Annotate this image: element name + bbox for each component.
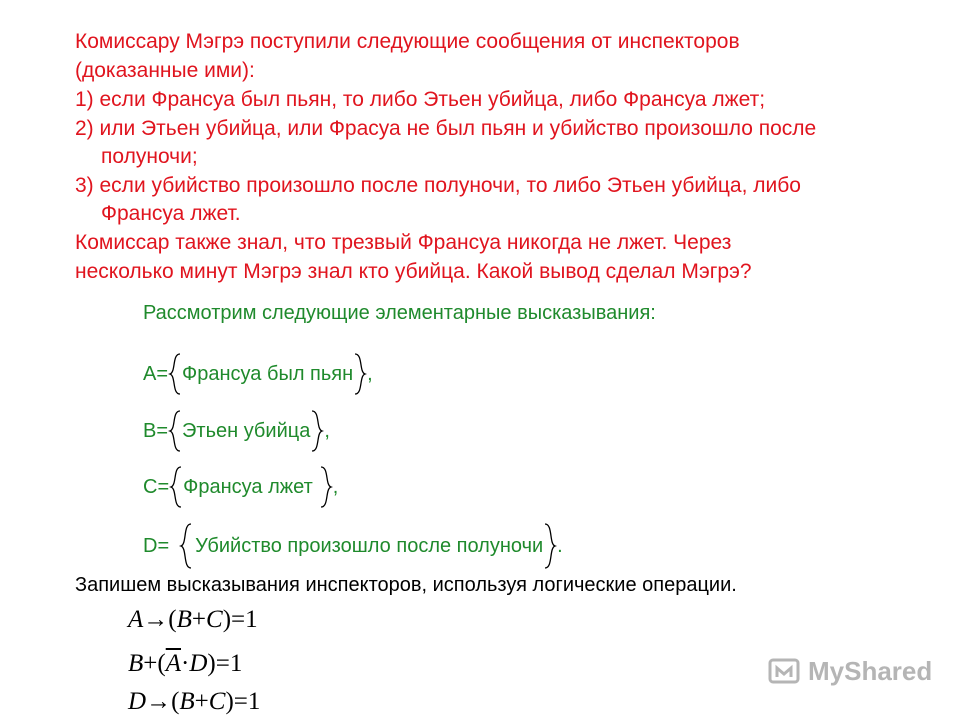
paren: ( xyxy=(157,650,166,677)
left-brace-icon xyxy=(168,409,182,453)
or-symbol: + xyxy=(143,650,158,677)
value-one: 1 xyxy=(229,650,243,677)
definition-end: . xyxy=(557,535,563,557)
and-symbol: · xyxy=(181,650,190,677)
var-a-negated: $\overline{A}$ xyxy=(165,650,181,677)
formula-3 xyxy=(128,688,260,716)
problem-line-2: (доказанные ими): xyxy=(75,59,255,82)
definition-c xyxy=(143,465,338,509)
var-a: A xyxy=(128,606,144,633)
definition-a xyxy=(143,352,373,396)
definition-end: , xyxy=(332,476,339,498)
paren: ) xyxy=(222,606,232,633)
value-one: 1 xyxy=(247,688,261,715)
problem-line-4: 2) или Этьен убийца, или Фрасуа не был пьян и убийство произошло после xyxy=(75,117,817,140)
paren: ( xyxy=(171,688,180,715)
problem-line-7: Франсуа лжет. xyxy=(101,202,241,225)
definition-text: Франсуа был пьян xyxy=(182,363,354,385)
formula-2 xyxy=(128,650,242,678)
conclusion-text: Запишем высказывания инспекторов, используя логические операции. xyxy=(75,574,737,596)
definition-b xyxy=(143,409,330,453)
left-brace-icon xyxy=(168,352,182,396)
value-one: 1 xyxy=(245,606,258,633)
problem-line-1: Комиссару Мэгрэ поступили следующие сообщения от инспекторов xyxy=(75,30,740,53)
definition-label: A= xyxy=(143,363,169,385)
definition-label: D= xyxy=(143,535,170,557)
definition-text: Убийство произошло после полуночи xyxy=(195,535,544,557)
problem-line-9: несколько минут Мэгрэ знал кто убийца. Какой вывод сделал Мэгрэ? xyxy=(75,260,752,283)
definition-label: B= xyxy=(143,420,169,442)
right-brace-icon xyxy=(310,409,324,453)
myshared-watermark xyxy=(768,656,932,687)
definition-text: Франсуа лжет xyxy=(183,476,313,498)
right-brace-icon xyxy=(313,465,333,509)
or-symbol: + xyxy=(191,606,206,633)
implies-symbol: → xyxy=(143,606,169,633)
problem-line-6: 3) если убийство произошло после полуночи, то либо Этьен убийца, либо xyxy=(75,174,801,197)
watermark-text: MyShared xyxy=(808,656,933,686)
equals-symbol: = xyxy=(215,650,230,677)
formula-1 xyxy=(128,606,258,634)
problem-line-3: 1) если Франсуа был пьян, то либо Этьен убийца, либо Франсуа лжет; xyxy=(75,88,766,111)
or-symbol: + xyxy=(194,688,209,715)
equals-symbol: = xyxy=(231,606,246,633)
var-c: C xyxy=(208,688,226,715)
paren: ) xyxy=(225,688,234,715)
definition-text: Этьен убийца xyxy=(182,420,311,442)
var-b: B xyxy=(176,606,192,633)
definition-end: , xyxy=(324,420,330,442)
right-brace-icon xyxy=(353,352,367,396)
problem-line-5: полуночи; xyxy=(101,145,198,168)
implies-symbol: → xyxy=(146,688,172,715)
definition-d xyxy=(143,522,563,570)
var-b: B xyxy=(179,688,195,715)
var-c: C xyxy=(206,606,223,633)
left-brace-icon xyxy=(169,522,195,570)
definition-end: , xyxy=(367,363,373,385)
problem-line-8: Комиссар также знал, что трезвый Франсуа никогда не лжет. Через xyxy=(75,231,732,254)
right-brace-icon xyxy=(543,522,557,570)
equals-symbol: = xyxy=(233,688,248,715)
left-brace-icon xyxy=(169,465,183,509)
definition-label: C= xyxy=(143,476,170,498)
paren: ) xyxy=(207,650,216,677)
definitions-intro: Рассмотрим следующие элементарные высказывания: xyxy=(143,302,656,324)
paren: ( xyxy=(168,606,177,633)
var-d: D xyxy=(189,650,208,677)
var-d: D xyxy=(128,688,147,715)
myshared-logo-icon xyxy=(768,657,802,687)
var-b: B xyxy=(128,650,144,677)
